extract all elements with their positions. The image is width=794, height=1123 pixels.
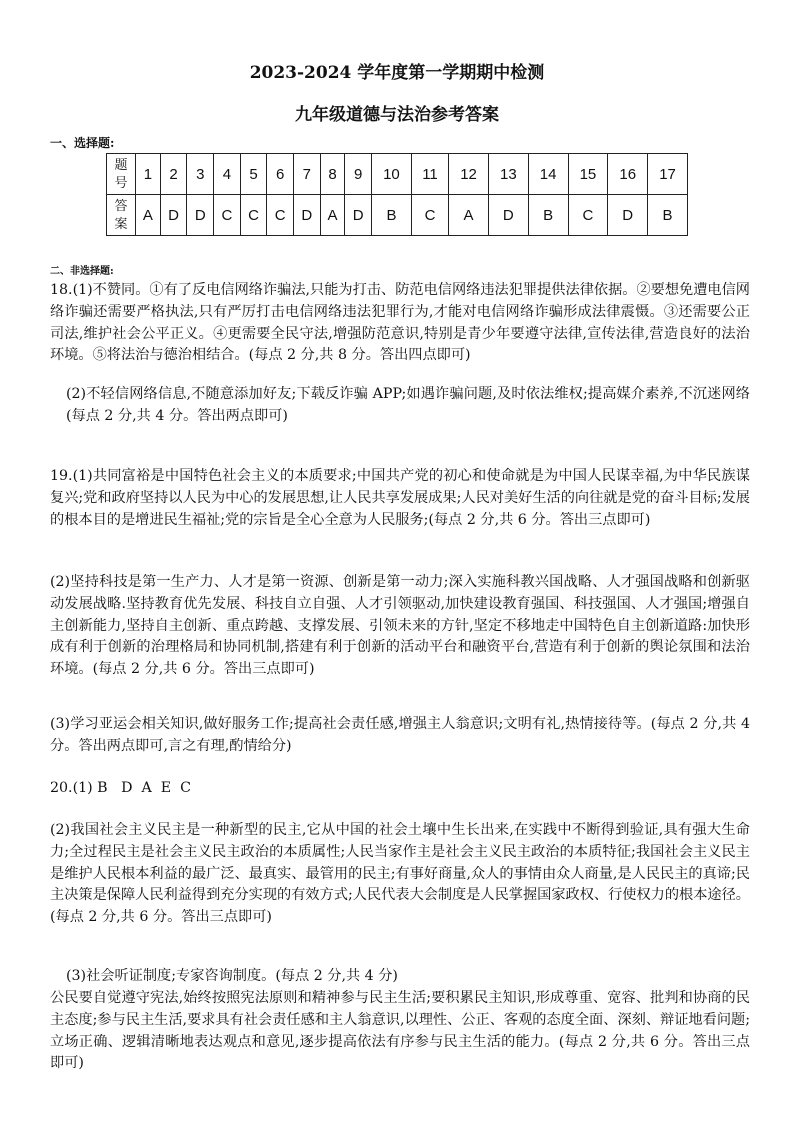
answer-18-2: (2)不轻信网络信息,不随意添加好友;下载反诈骗 APP;如遇诈骗问题,及时依法维权;提高媒介素养,不沉迷网络(每点 2 分,共 4 分。答出两点即可) [66,386,750,424]
answer-cell: B [528,195,568,236]
answer-19-1: 19.(1)共同富裕是中国特色社会主义的本质要求;中国共产党的初心和使命就是为中国人民谋幸福,为中华民族谋复兴;党和政府坚持以人民为中心的发展思想,让人民共享发展成果;人民对美好生活的向往就是党的奋斗目标;发展的根本目的是增进民生福祉;党的宗旨是全心全意为人民服务;(每点 2 分,共 6 分。答出三点即可) [50,468,750,528]
answer-cell: C [214,195,241,236]
answer-cell: C [411,195,448,236]
question-number-cell: 7 [293,154,320,195]
answer-table [106,153,688,236]
question-number-cell: 11 [411,154,448,195]
answer-cell: D [488,195,528,236]
question-number-row [107,154,688,195]
answer-18-1: 18.(1)不赞同。①有了反电信网络诈骗法,只能为打击、防范电信网络违法犯罪提供法律依据。②要想免遭电信网络诈骗还需要严格执法,只有严厉打击电信网络违法犯罪行为,才能对电信网络诈骗形成法律震慑。③还需要公正司法,维护社会公平正义。④更需要全民守法,增强防范意识,特别是青少年要遵守法律,宣传法律,营造良好的法治环境。⑤将法治与德治相结合。(每点 2 分,共 8 分。答出四点即可) [50,282,750,364]
question-number-cell: 2 [160,154,187,195]
answer-20-1: 20.(1) B D A E C [50,780,192,796]
question-number-cell: 1 [136,154,161,195]
answer-cell: D [187,195,214,236]
section-choice-heading: 一、选择题: [50,136,115,150]
question-number-cell: 14 [528,154,568,195]
answer-cell: D [293,195,320,236]
question-number-cell: 3 [187,154,214,195]
answer-19-2: (2)坚持科技是第一生产力、人才是第一资源、创新是第一动力;深入实施科教兴国战略、人才强国战略和创新驱动发展战略.坚持教育优先发展、科技自立自强、人才引领驱动,加快建设教育强国、科技强国、人才强国;增强自主创新能力,坚持自主创新、重点跨越、支撑发展、引领未来的方针,坚定不移地走中国特色自主创新道路:加快形成有利于创新的治理格局和协同机制,搭建有利于创新的活动平台和融资平台,营造有利于创新的舆论氛围和法治环境。(每点 2 分,共 6 分。答出三点即可) [50,574,750,678]
answer-cell: C [240,195,267,236]
question-number-cell: 10 [372,154,412,195]
answer-cell: C [267,195,294,236]
answer-cell: B [372,195,412,236]
answer-cell: D [608,195,648,236]
answer-cell: A [449,195,489,236]
row-label-answer: 答 案 [107,195,136,236]
question-number-cell: 6 [267,154,294,195]
question-number-cell: 12 [449,154,489,195]
question-number-cell: 8 [320,154,345,195]
question-number-cell: 13 [488,154,528,195]
answer-cell: A [320,195,345,236]
question-number-cell: 4 [214,154,241,195]
answer-20-3-part1: (3)社会听证制度;专家咨询制度。(每点 2 分,共 4 分) [66,968,398,984]
question-number-cell: 17 [648,154,688,195]
answer-20-3-part2: 公民要自觉遵守宪法,始终按照宪法原则和精神参与民主生活;要积累民主知识,形成尊重、宽容、批判和协商的民主态度;参与民主生活,要求具有社会责任感和主人翁意识,以理性、公正、客观的态度全面、深刻、辩证地看问题;立场正确、逻辑清晰地表达观点和意见,逐步提高依法有序参与民主生活的能力。(每点 2 分,共 6 分。答出三点即可) [50,990,750,1072]
row-label-number: 题 号 [107,154,136,195]
answer-cell: A [136,195,161,236]
answer-cell: B [648,195,688,236]
answer-cell: D [345,195,372,236]
question-number-cell: 15 [568,154,608,195]
answer-cell: D [160,195,187,236]
question-number-cell: 9 [345,154,372,195]
page-title: 2023-2024 学年度第一学期期中检测 [249,63,545,83]
question-number-cell: 16 [608,154,648,195]
answer-19-3: (3)学习亚运会相关知识,做好服务工作;提高社会责任感,增强主人翁意识;文明有礼,热情接待等。(每点 2 分,共 4 分。答出两点即可,言之有理,酌情给分) [50,716,750,754]
page-subtitle: 九年级道德与法治参考答案 [295,105,499,125]
answer-row [107,195,688,236]
section-nonchoice-heading: 二、非选择题: [50,266,114,277]
answer-cell: C [568,195,608,236]
answer-20-2: (2)我国社会主义民主是一种新型的民主,它从中国的社会土壤中生长出来,在实践中不断得到验证,具有强大生命力;全过程民主是社会主义民主政治的本质属性;人民当家作主是社会主义民主政治的本质特征;我国社会主义民主是维护人民根本利益的最广泛、最真实、最管用的民主;有事好商量,众人的事情由众人商量,是人民民主的真谛;民主决策是保障人民利益得到充分实现的有效方式;人民代表大会制度是人民掌握国家政权、行使权力的根本途径。(每点 2 分,共 6 分。答出三点即可) [50,822,750,926]
question-number-cell: 5 [240,154,267,195]
